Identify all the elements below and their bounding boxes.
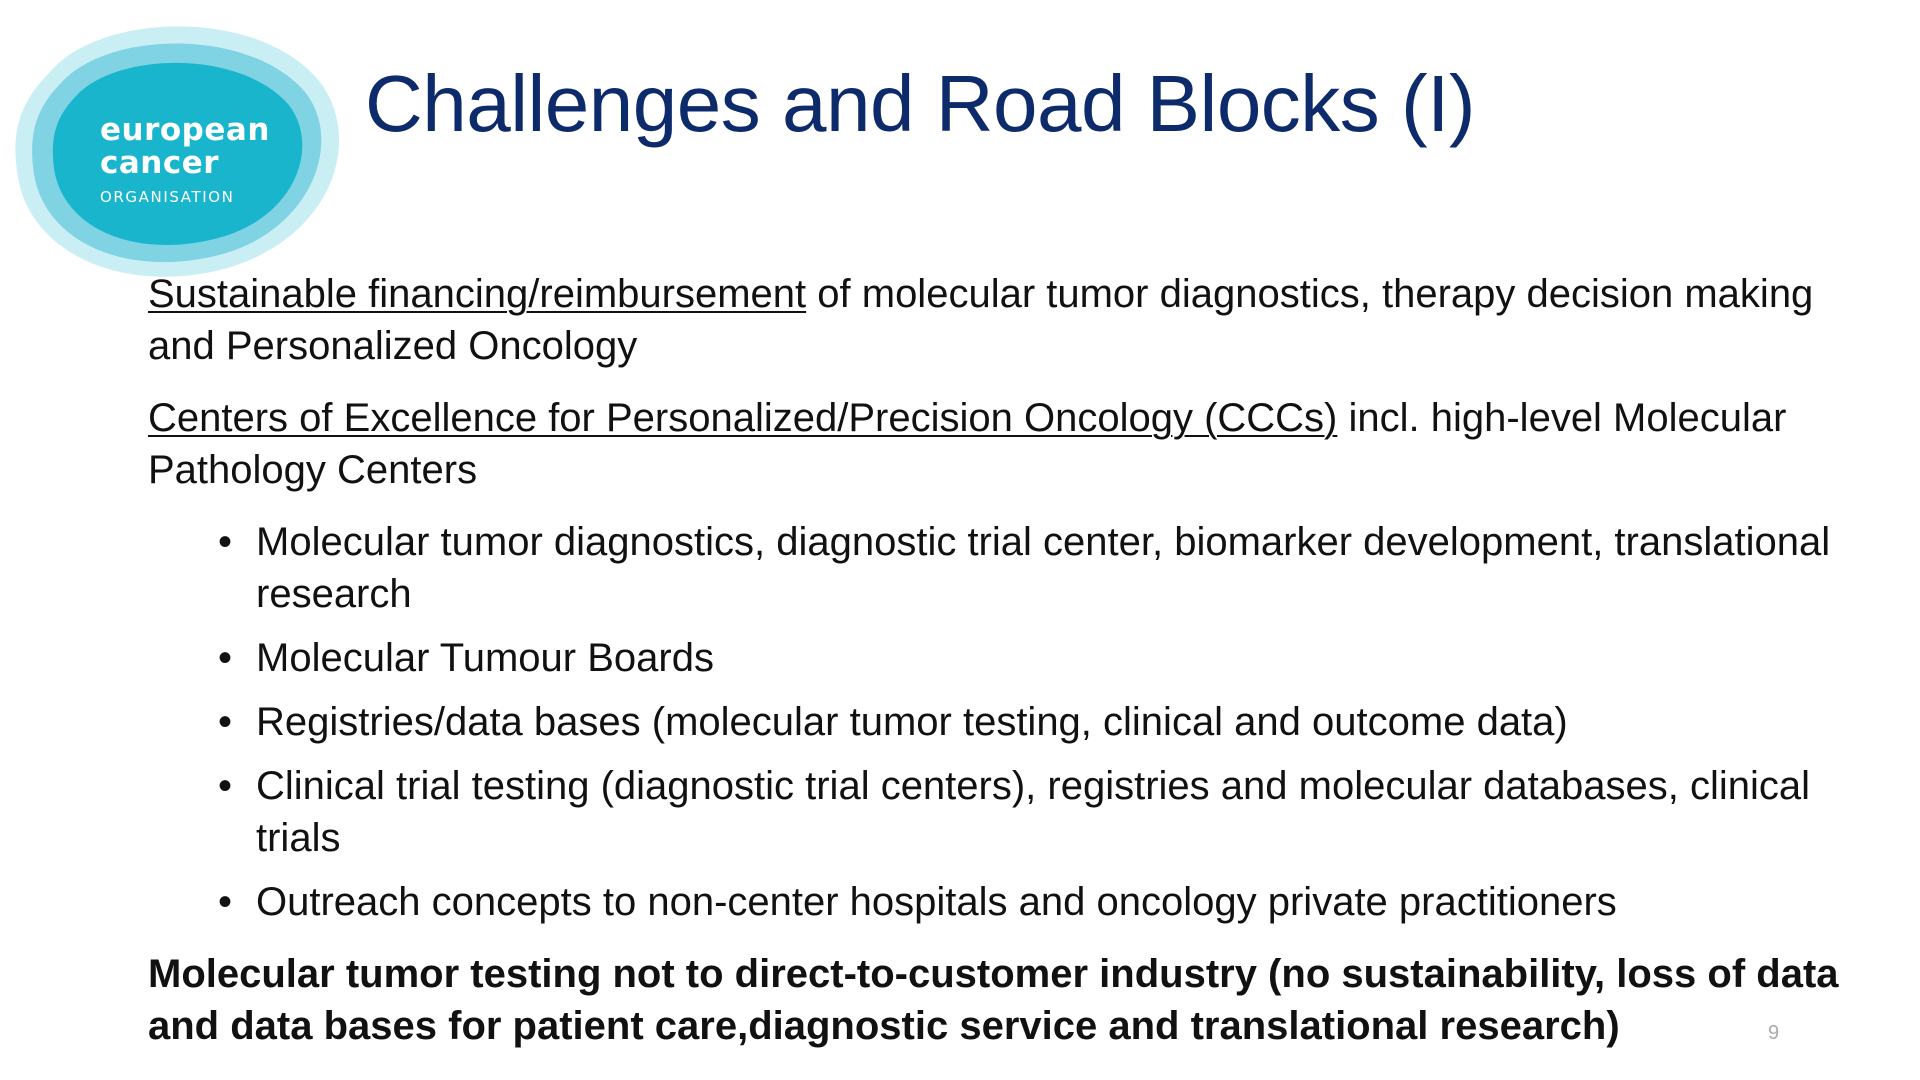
bullet-list (148, 516, 1848, 928)
bullet-text: Outreach concepts to non-center hospitals and oncology private practitioners (256, 880, 1617, 924)
logo-word-organisation: ORGANISATION (100, 188, 235, 206)
paragraph-financing (148, 268, 1848, 372)
paragraph-centers-underlined: Centers of Excellence for Personalized/Precision Oncology (CCCs) (148, 396, 1338, 440)
paragraph-financing-underlined: Sustainable financing/reimbursement (148, 272, 807, 316)
bullet-text: Molecular Tumour Boards (256, 636, 714, 680)
bullet-glyph: • (218, 520, 233, 564)
paragraph-centers (148, 392, 1848, 496)
european-cancer-organisation-logo (10, 12, 340, 282)
bullet-item (148, 632, 1848, 684)
bullet-text: Clinical trial testing (diagnostic trial centers), registries and molecular databases, clinical trials (256, 764, 1811, 860)
bullet-text: Molecular tumor diagnostics, diagnostic trial center, biomarker development, translational research (256, 520, 1831, 616)
bullet-item (148, 760, 1848, 864)
bullet-text: Registries/data bases (molecular tumor testing, clinical and outcome data) (256, 700, 1568, 744)
page-number: 9 (1768, 1022, 1780, 1044)
paragraph-centers-rest: incl. high-level Molecular Pathology Centers (148, 396, 1787, 492)
paragraph-financing-rest: of molecular tumor diagnostics, therapy decision making and Personalized Oncology (148, 272, 1814, 368)
logo-text (100, 114, 270, 206)
bullet-glyph: • (218, 700, 233, 744)
logo-word-cancer: cancer (100, 145, 220, 181)
bullet-item (148, 696, 1848, 748)
bullet-glyph: • (218, 880, 233, 924)
bold-statement: Molecular tumor testing not to direct-to-customer industry (no sustainability, loss of data and data bases for patient care,diagnostic service and translational research) (148, 952, 1839, 1048)
logo-word-european: european (100, 112, 270, 148)
bullet-item (148, 516, 1848, 620)
slide-body (148, 268, 1848, 1052)
bullet-item (148, 876, 1848, 928)
bullet-glyph: • (218, 764, 233, 808)
slide-title: Challenges and Road Blocks (I) (365, 59, 1476, 148)
bullet-glyph: • (218, 636, 233, 680)
